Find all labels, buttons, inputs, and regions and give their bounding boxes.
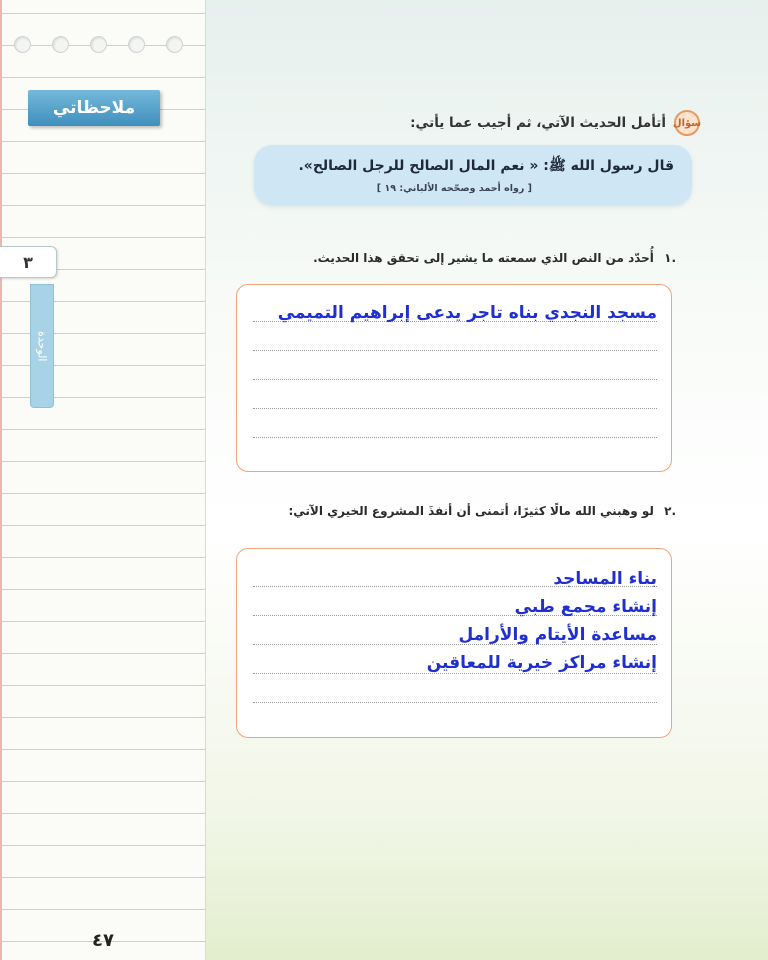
answer-box-2[interactable] bbox=[236, 548, 672, 738]
answer-line bbox=[253, 437, 657, 438]
question-number: .٢ bbox=[664, 504, 676, 518]
handwritten-answer: مسجد النجدي بناه تاجر يدعى إبراهيم التميمي bbox=[277, 303, 657, 323]
notes-sidebar bbox=[0, 0, 206, 960]
answer-line bbox=[253, 673, 657, 674]
handwritten-answer: إنشاء مراكز خيرية للمعاقين bbox=[426, 653, 657, 673]
binder-hole bbox=[90, 36, 107, 53]
binder-holes bbox=[14, 36, 183, 53]
binder-hole bbox=[128, 36, 145, 53]
hadith-source: [ رواه أحمد وصحّحه الألباني: ١٩ ] bbox=[376, 183, 532, 194]
hadith-intro: قال رسول الله ﷺ: bbox=[543, 158, 674, 174]
page-number: ٤٧ bbox=[92, 930, 114, 951]
answer-line bbox=[253, 350, 657, 351]
binder-hole bbox=[166, 36, 183, 53]
unit-vertical-tab bbox=[30, 284, 54, 408]
hadith-box bbox=[254, 145, 692, 205]
instruction-row bbox=[410, 110, 700, 136]
question-2 bbox=[288, 504, 676, 518]
handwritten-answer: بناء المساجد bbox=[553, 569, 657, 589]
handwritten-answer: مساعدة الأيتام والأرامل bbox=[458, 625, 657, 645]
answer-line bbox=[253, 702, 657, 703]
answer-line bbox=[253, 408, 657, 409]
answer-box-1[interactable] bbox=[236, 284, 672, 472]
question-icon: سؤال bbox=[674, 110, 700, 136]
margin-line bbox=[0, 0, 2, 960]
question-text: لو وهبني الله مالًا كثيرًا، أتمنى أن أنفذَ المشروع الخيري الآتي: bbox=[288, 504, 654, 518]
hadith-quote: « نعم المال الصالح للرجل الصالح». bbox=[298, 158, 539, 174]
binder-hole bbox=[52, 36, 69, 53]
worksheet-page bbox=[206, 0, 768, 960]
notes-title-tab: ملاحظاتي bbox=[28, 90, 160, 126]
question-text: أُحدّد من النص الذي سمعته ما يشير إلى تحقق هذا الحديث. bbox=[313, 251, 654, 265]
answer-line bbox=[253, 379, 657, 380]
unit-vertical-label: الوحدة bbox=[35, 330, 49, 362]
binder-hole bbox=[14, 36, 31, 53]
handwritten-answer: إنشاء مجمع طبي bbox=[514, 597, 657, 617]
unit-number-tab: ٣ bbox=[0, 246, 57, 278]
question-1 bbox=[313, 251, 676, 265]
instruction-text: أتأمل الحديث الآتي، ثم أجيب عما يأتي: bbox=[410, 115, 666, 131]
hadith-line bbox=[298, 157, 674, 177]
question-number: .١ bbox=[664, 251, 676, 265]
